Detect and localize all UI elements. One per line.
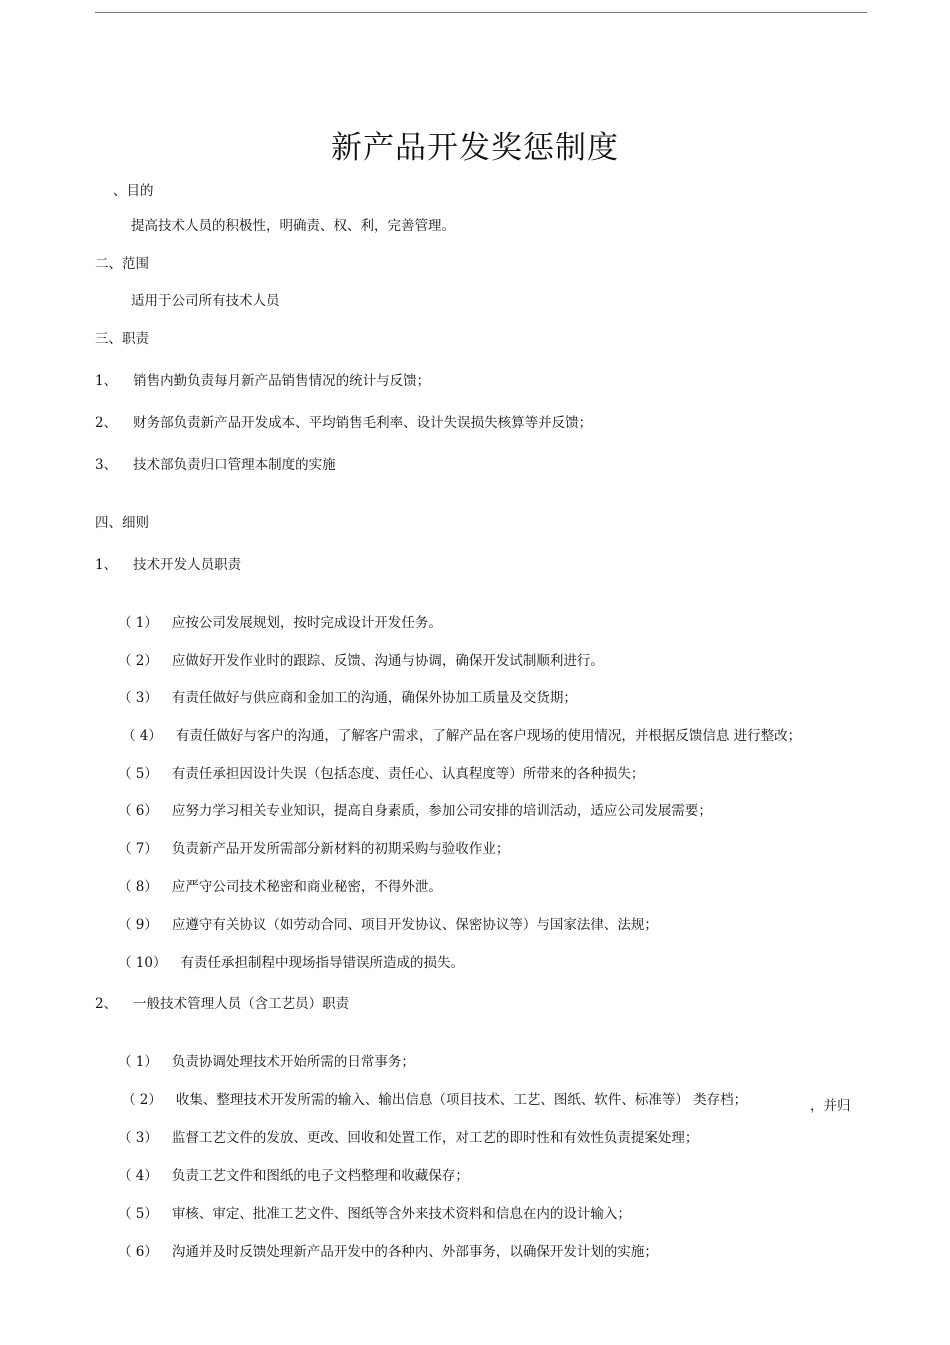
list-item [118, 764, 644, 784]
subsection-title: 一般技术管理人员（含工艺员）职责 [133, 996, 350, 1012]
list-item [118, 1052, 415, 1072]
list-item-number: （ 10） [118, 955, 167, 971]
list-item [118, 1128, 698, 1148]
list-item [122, 1090, 747, 1110]
section-body-scope: 适用于公司所有技术人员 [131, 293, 280, 309]
list-item-text: 应努力学习相关专业知识，提高自身素质，参加公司安排的培训活动，适应公司发展需要； [171, 803, 712, 819]
list-item-number: （ 3） [118, 1130, 158, 1146]
list-item-number: （ 1） [118, 1054, 158, 1070]
list-item-text: 审核、审定、批准工艺文件、图纸等含外来技术资料和信息在内的设计输入； [171, 1206, 631, 1222]
list-item-overflow-text: ，并归 [810, 1098, 851, 1114]
list-item-number: （ 5） [118, 1206, 158, 1222]
section-heading-duties: 三、职责 [95, 331, 149, 347]
list-item [118, 1242, 658, 1262]
list-item [122, 726, 801, 746]
list-item-text: 负责工艺文件和图纸的电子文档整理和收藏保存； [171, 1168, 469, 1184]
list-item [118, 915, 658, 935]
subsection-heading [95, 555, 241, 575]
list-item-text: 收集、整理技术开发所需的输入、输出信息（项目技术、工艺、图纸、软件、标准等） 类存档； [175, 1092, 748, 1108]
list-item-number: （ 7） [118, 841, 158, 857]
duty-item-number: 1、 [95, 373, 118, 389]
list-item-text: 有责任承担因设计失误（包括态度、责任心、认真程度等）所带来的各种损失； [171, 766, 645, 782]
list-item-text: 负责新产品开发所需部分新材料的初期采购与验收作业； [171, 841, 510, 857]
list-item-text: 监督工艺文件的发放、更改、回收和处置工作，对工艺的即时性和有效性负责提案处理； [171, 1130, 699, 1146]
duty-item [95, 413, 592, 433]
list-item-number: （ 4） [118, 1168, 158, 1184]
list-item [118, 877, 442, 897]
list-item [118, 801, 712, 821]
list-item-text: 有责任做好与客户的沟通，了解客户需求，了解产品在客户现场的使用情况，并根据反馈信息 进行整改； [175, 728, 802, 744]
list-item-number: （ 6） [118, 1244, 158, 1260]
list-item [118, 1204, 631, 1224]
list-item-number: （ 9） [118, 917, 158, 933]
list-item-text: 应按公司发展规划，按时完成设计开发任务。 [171, 615, 442, 631]
section-heading-details: 四、细则 [95, 515, 149, 531]
list-item-text: 有责任做好与供应商和金加工的沟通，确保外协加工质量及交货期； [171, 690, 577, 706]
list-item-number: （ 5） [118, 766, 158, 782]
list-item [118, 1166, 469, 1186]
list-item-number: （ 8） [118, 879, 158, 895]
document-title: 新产品开发奖惩制度 [331, 130, 619, 166]
list-item [118, 651, 604, 671]
duty-item [95, 371, 430, 391]
duty-item-number: 3、 [95, 457, 118, 473]
list-item-number: （ 4） [122, 728, 162, 744]
section-heading-scope: 二、范围 [95, 256, 149, 272]
list-item [118, 839, 509, 859]
list-item [118, 613, 442, 633]
list-item-number: （ 6） [118, 803, 158, 819]
list-item-text: 负责协调处理技术开始所需的日常事务； [171, 1054, 415, 1070]
subsection-title: 技术开发人员职责 [133, 557, 242, 573]
duty-item-text: 销售内勤负责每月新产品销售情况的统计与反馈； [133, 373, 431, 389]
subsection-heading [95, 994, 349, 1014]
duty-item-text: 技术部负责归口管理本制度的实施 [133, 457, 336, 473]
duty-item [95, 455, 336, 475]
list-item-number: （ 1） [118, 615, 158, 631]
list-item-number: （ 2） [118, 653, 158, 669]
list-item-text: 有责任承担制程中现场指导错误所造成的损失。 [180, 955, 464, 971]
list-item-text: 应做好开发作业时的跟踪、反馈、沟通与协调，确保开发试制顺利进行。 [171, 653, 604, 669]
list-item-number: （ 2） [122, 1092, 162, 1108]
list-item-text: 沟通并及时反馈处理新产品开发中的各种内、外部事务，以确保开发计划的实施； [171, 1244, 658, 1260]
list-item-text: 应遵守有关协议（如劳动合同、项目开发协议、保密协议等）与国家法律、法规； [171, 917, 658, 933]
list-item-number: （ 3） [118, 690, 158, 706]
header-rule [95, 12, 867, 13]
subsection-number: 1、 [95, 557, 118, 573]
duty-item-text: 财务部负责新产品开发成本、平均销售毛利率、设计失误损失核算等并反馈； [133, 415, 593, 431]
list-item-text: 应严守公司技术秘密和商业秘密，不得外泄。 [171, 879, 442, 895]
section-body-purpose: 提高技术人员的积极性，明确责、权、利，完善管理。 [131, 218, 455, 234]
duty-item-number: 2、 [95, 415, 118, 431]
list-item [118, 688, 577, 708]
list-item [118, 953, 464, 973]
section-heading-purpose: 、目的 [113, 183, 154, 199]
subsection-number: 2、 [95, 996, 118, 1012]
